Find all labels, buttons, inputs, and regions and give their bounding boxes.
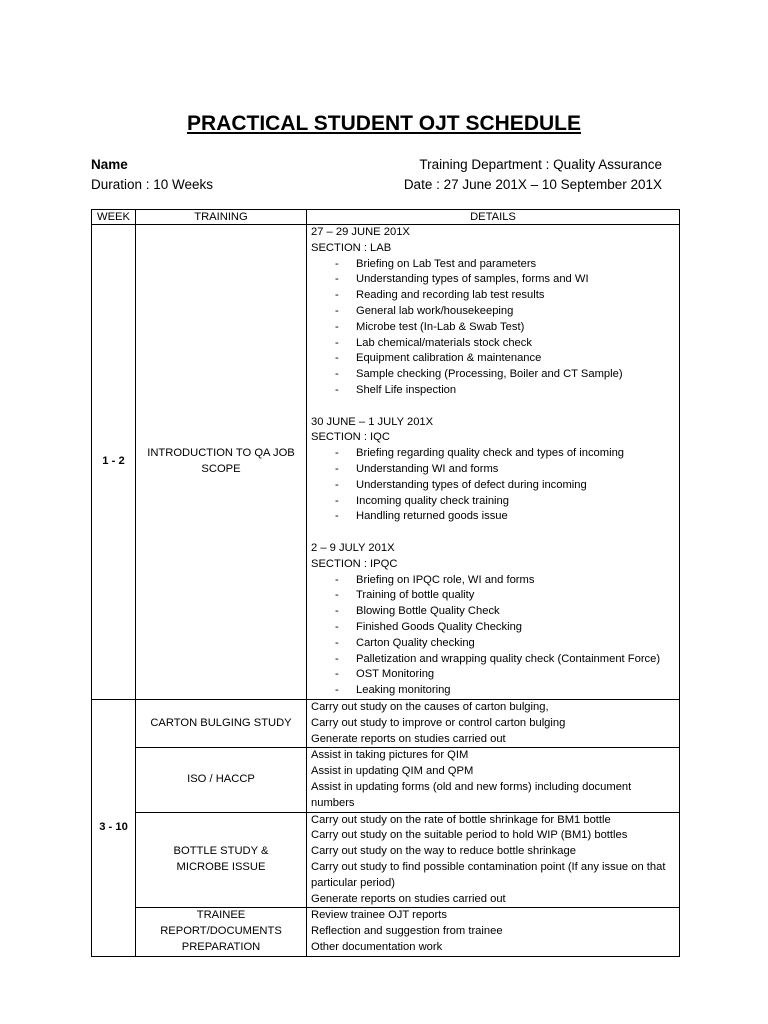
list-item: - Briefing regarding quality check and types of incoming <box>311 446 675 462</box>
details-cell <box>307 700 680 748</box>
list-item: - Handling returned goods issue <box>311 509 675 525</box>
list-item: - Understanding WI and forms <box>311 462 675 478</box>
detail-line: Assist in updating forms (old and new forms) including document numbers <box>311 780 632 809</box>
detail-line: Assist in taking pictures for QIM <box>311 749 469 762</box>
training-cell: BOTTLE STUDY & MICROBE ISSUE <box>136 812 307 908</box>
page-title: PRACTICAL STUDENT OJT SCHEDULE <box>187 112 581 135</box>
week-cell: 3 - 10 <box>92 700 136 957</box>
section-name: SECTION : IPQC <box>311 557 398 570</box>
training-cell: ISO / HACCP <box>136 748 307 812</box>
table-row <box>92 812 680 908</box>
training-department: Training Department : Quality Assurance <box>419 157 662 172</box>
list-item: - Finished Goods Quality Checking <box>311 620 675 636</box>
header-week: WEEK <box>92 210 136 225</box>
table-row <box>92 700 680 748</box>
section-date: 27 – 29 JUNE 201X <box>311 226 410 238</box>
detail-line: Carry out study to find possible contamination point (If any issue on that particular period) <box>311 860 666 889</box>
training-cell: CARTON BULGING STUDY <box>136 700 307 748</box>
schedule-table <box>91 209 680 957</box>
detail-line: Carry out study on the rate of bottle shrinkage for BM1 bottle <box>311 813 611 826</box>
detail-line: Other documentation work <box>311 940 443 953</box>
duration-text: Duration : 10 Weeks <box>91 177 214 192</box>
date-range: Date : 27 June 201X – 10 September 201X <box>403 177 662 192</box>
task-list <box>311 257 675 399</box>
table-header-row <box>92 210 680 225</box>
list-item: - General lab work/housekeeping <box>311 304 675 320</box>
list-item: - Blowing Bottle Quality Check <box>311 604 675 620</box>
detail-line: Assist in updating QIM and QPM <box>311 765 474 778</box>
task-list <box>311 573 675 699</box>
week-cell: 1 - 2 <box>92 225 136 700</box>
details-cell <box>307 908 680 956</box>
detail-line: Carry out study on the suitable period to hold WIP (BM1) bottles <box>311 829 628 842</box>
table-row <box>92 748 680 812</box>
section-name: SECTION : IQC <box>311 431 390 444</box>
section-date: 30 JUNE – 1 JULY 201X <box>311 415 434 428</box>
training-cell: INTRODUCTION TO QA JOB SCOPE <box>136 225 307 700</box>
training-cell: TRAINEE REPORT/DOCUMENTS PREPARATION <box>136 908 307 956</box>
task-list <box>311 446 675 525</box>
list-item: - Understanding types of defect during incoming <box>311 478 675 494</box>
section-name: SECTION : LAB <box>311 241 392 254</box>
list-item: - Briefing on Lab Test and parameters <box>311 257 675 273</box>
list-item: - Lab chemical/materials stock check <box>311 336 675 352</box>
list-item: - Incoming quality check training <box>311 494 675 510</box>
list-item: - Reading and recording lab test results <box>311 288 675 304</box>
list-item: - Briefing on IPQC role, WI and forms <box>311 573 675 589</box>
details-cell <box>307 812 680 908</box>
list-item: - Training of bottle quality <box>311 588 675 604</box>
table-row <box>92 225 680 700</box>
table-row <box>92 908 680 956</box>
list-item: - Carton Quality checking <box>311 636 675 652</box>
list-item: - Leaking monitoring <box>311 683 675 699</box>
list-item: - Sample checking (Processing, Boiler and CT Sample) <box>311 367 675 383</box>
detail-line: Carry out study on the way to reduce bottle shrinkage <box>311 845 576 858</box>
list-item: - Microbe test (In-Lab & Swab Test) <box>311 320 675 336</box>
details-cell <box>307 225 680 700</box>
header-training: TRAINING <box>136 210 307 225</box>
list-item: - Shelf Life inspection <box>311 383 675 399</box>
detail-line: Generate reports on studies carried out <box>311 892 506 905</box>
name-label: Name <box>91 157 128 172</box>
detail-line: Reflection and suggestion from trainee <box>311 925 503 938</box>
details-cell <box>307 748 680 812</box>
list-item: - Palletization and wrapping quality check (Containment Force) <box>311 652 675 668</box>
detail-line: Review trainee OJT reports <box>311 909 447 922</box>
header-details: DETAILS <box>307 210 680 225</box>
detail-line: Generate reports on studies carried out <box>311 732 506 745</box>
section-date: 2 – 9 JULY 201X <box>311 541 395 554</box>
detail-line: Carry out study on the causes of carton bulging, <box>311 701 549 713</box>
detail-line: Carry out study to improve or control carton bulging <box>311 716 566 729</box>
list-item: - OST Monitoring <box>311 667 675 683</box>
list-item: - Understanding types of samples, forms and WI <box>311 272 675 288</box>
list-item: - Equipment calibration & maintenance <box>311 351 675 367</box>
